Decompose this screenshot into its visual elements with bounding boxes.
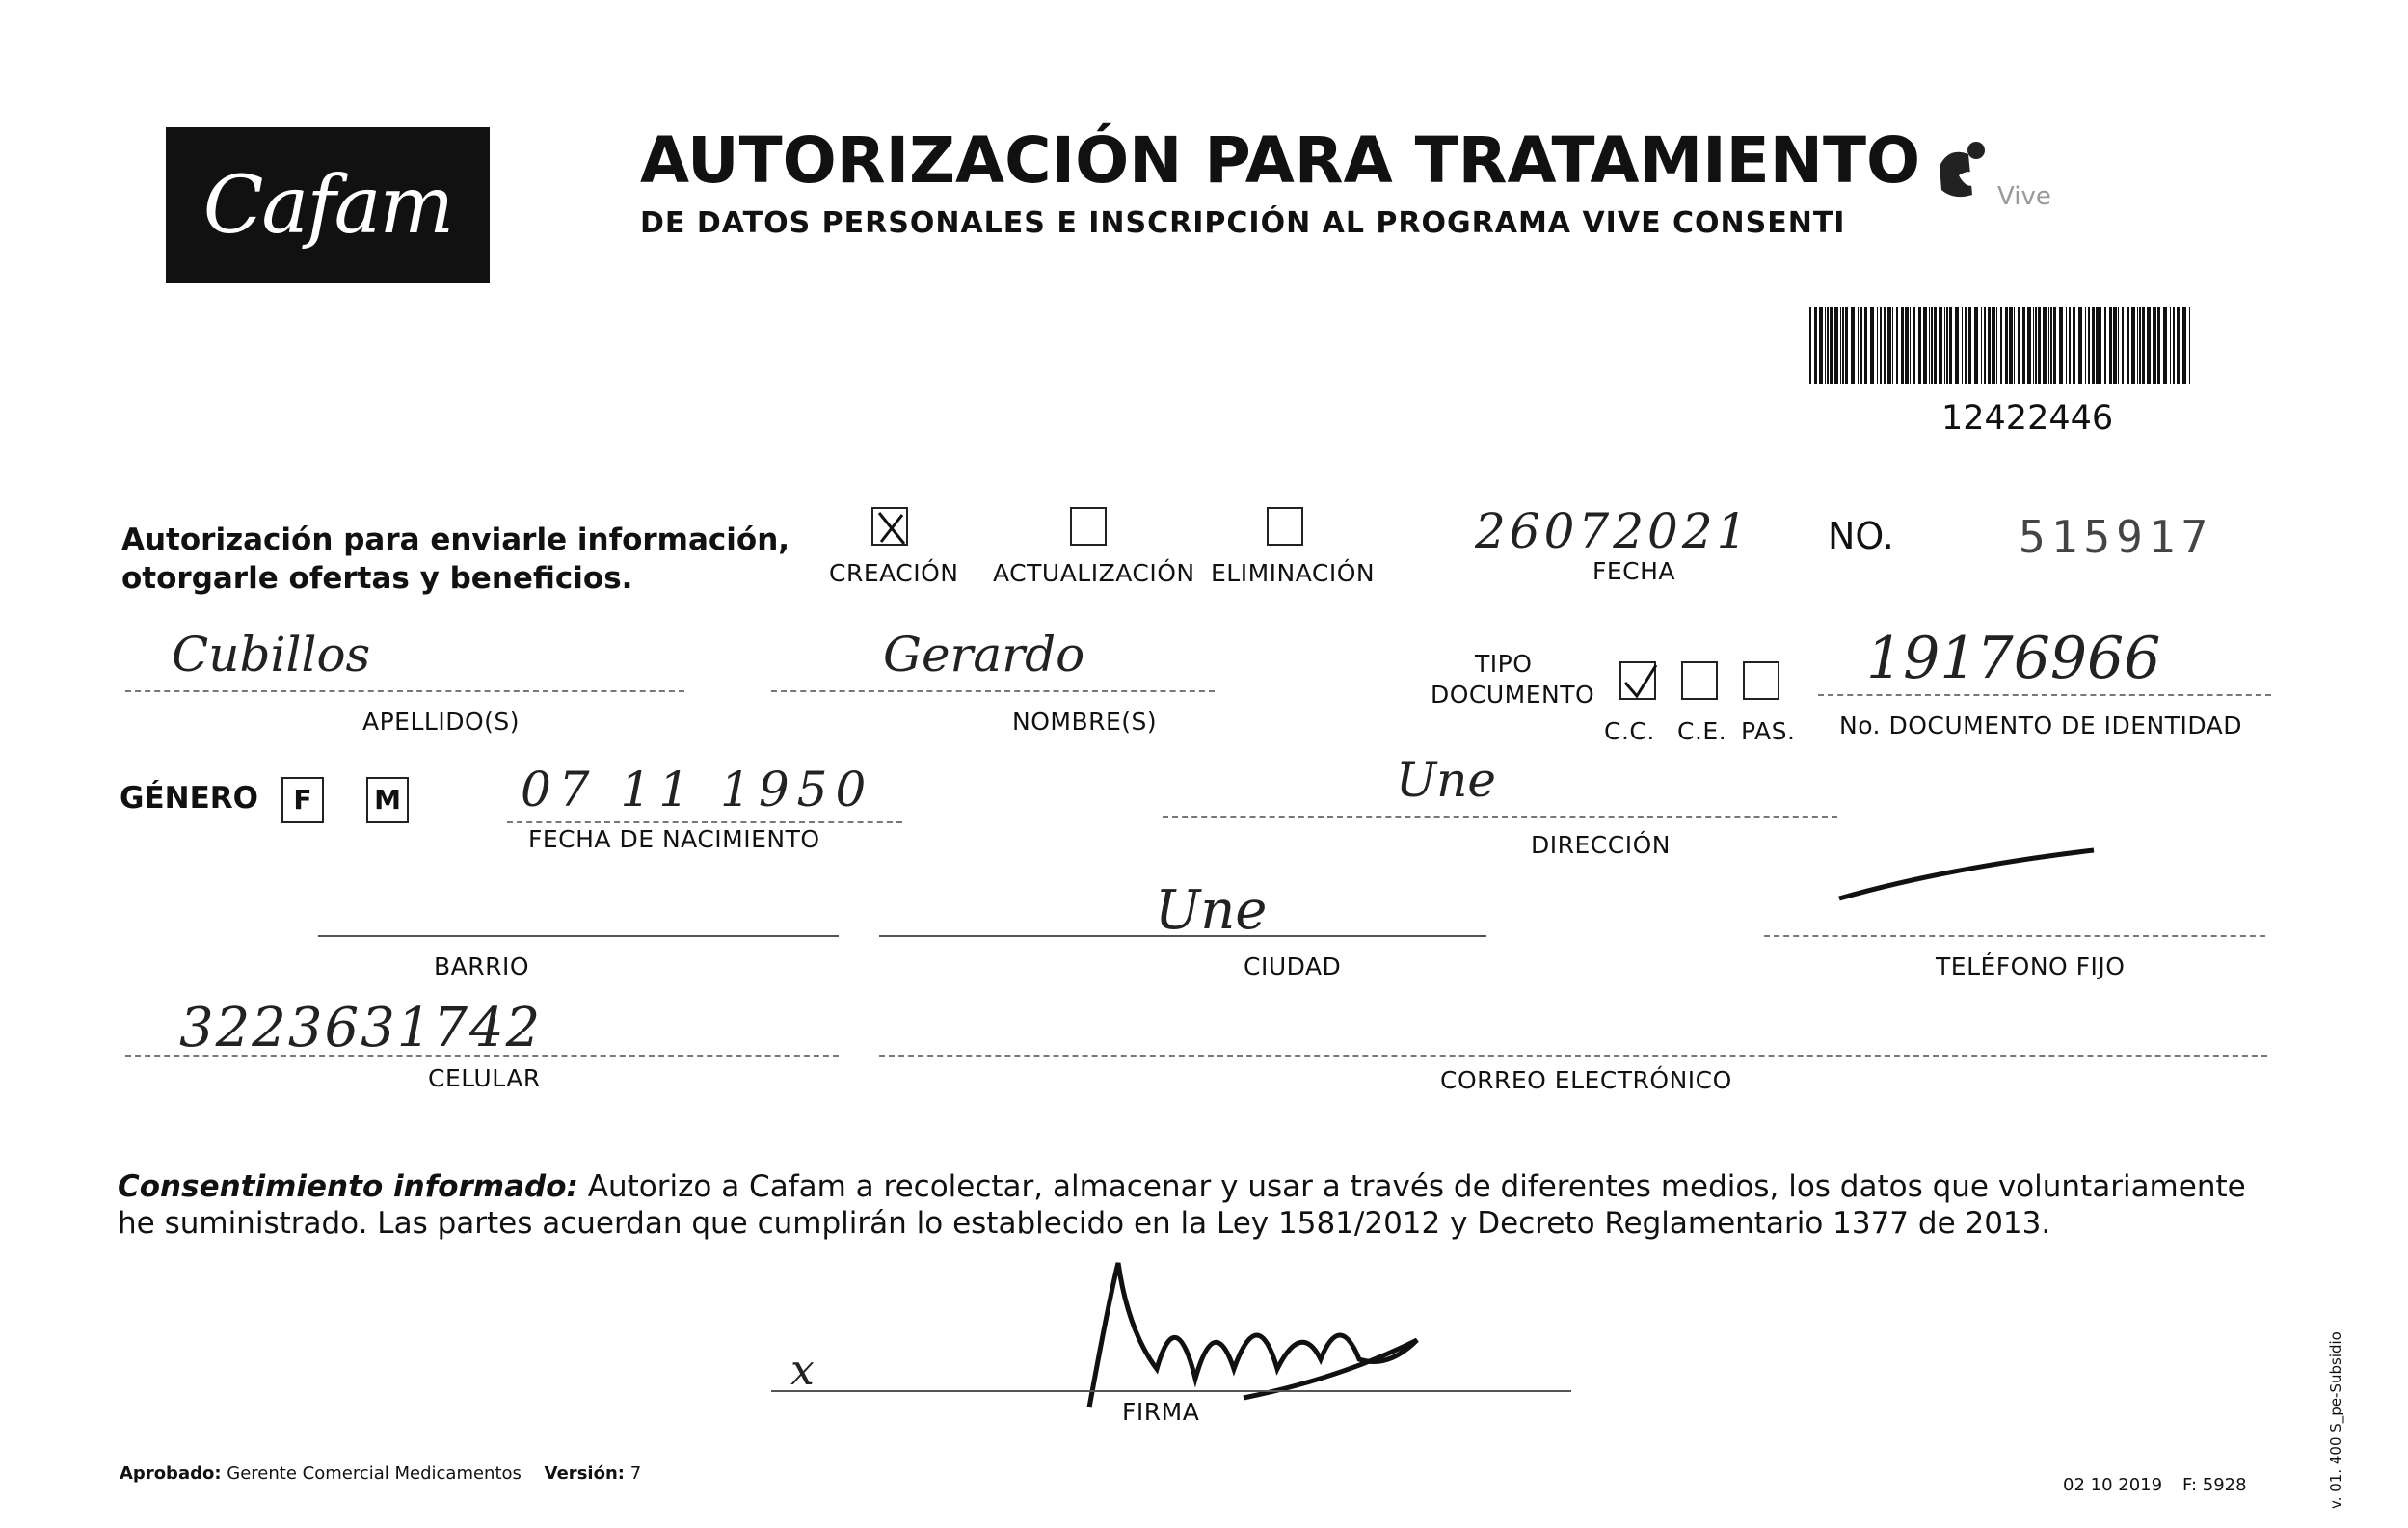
- barcode-bar: [1896, 307, 1898, 384]
- genero-label: GÉNERO: [120, 781, 258, 816]
- ce-checkbox[interactable]: [1681, 661, 1718, 700]
- barcode-bar: [1962, 307, 1963, 384]
- signature-label: FIRMA: [1122, 1398, 1200, 1426]
- barcode-bar: [1944, 307, 1945, 384]
- barcode-bar: [1968, 307, 1971, 384]
- consent-paragraph: [118, 1168, 2252, 1242]
- barcode-bar: [2092, 307, 2095, 384]
- barcode-bar: [2069, 307, 2071, 384]
- barcode-bar: [1949, 307, 1952, 384]
- barcode-bar: [2088, 307, 2090, 384]
- barcode-bar: [2100, 307, 2101, 384]
- tipo-documento-label-2: DOCUMENTO: [1431, 681, 1595, 709]
- barcode-bar: [1910, 307, 1911, 384]
- barcode-bar: [2147, 307, 2151, 384]
- documento-label: No. DOCUMENTO DE IDENTIDAD: [1839, 711, 2243, 739]
- barcode-bar: [2027, 307, 2031, 384]
- barcode-bar: [2014, 307, 2015, 384]
- barcode-bar: [2078, 307, 2082, 384]
- fecha-label: FECHA: [1592, 557, 1676, 585]
- barcode-bar: [2127, 307, 2129, 384]
- celular-line: [125, 1055, 839, 1057]
- genero-m-checkbox[interactable]: M: [366, 777, 409, 823]
- barcode-bar: [2043, 307, 2047, 384]
- barcode-bar: [2142, 307, 2145, 384]
- direccion-value[interactable]: Une: [1396, 752, 1496, 808]
- barcode-bar: [2000, 307, 2002, 384]
- barcode-bar: [1809, 307, 1811, 384]
- tipo-documento-label-1: TIPO: [1475, 650, 1533, 678]
- celular-label: CELULAR: [428, 1064, 541, 1092]
- consent-text: Autorizo a Cafam a recolectar, almacenar y usar a través de diferentes medios, los datos que voluntariamente he suministrado. Las partes acuerdan que cumplirán lo establecido en la Ley 1581/2012 y Decreto Reglamentario 1377 de 2013.: [118, 1169, 2246, 1241]
- barcode-bar: [2109, 307, 2112, 384]
- ce-label: C.E.: [1677, 717, 1727, 745]
- form-title: AUTORIZACIÓN PARA TRATAMIENTO: [640, 123, 1921, 198]
- fecha-nacimiento-value[interactable]: 07 11 1950: [521, 762, 874, 818]
- barcode-bar: [2122, 307, 2124, 384]
- intro-line-2: otorgarle ofertas y beneficios.: [121, 561, 633, 596]
- svg-text:Vive: Vive: [1997, 182, 2051, 211]
- signature-line: [771, 1390, 1571, 1392]
- barcode-bar: [1931, 307, 1933, 384]
- apellidos-line: [125, 690, 684, 692]
- barcode-bar: [1996, 307, 1997, 384]
- barcode-icon: [1806, 307, 2197, 384]
- barcode-bar: [1929, 307, 1930, 384]
- barcode-bar: [2035, 307, 2037, 384]
- signature-scribble: [1051, 1244, 1436, 1427]
- barcode-bar: [2005, 307, 2008, 384]
- barcode-bar: [2038, 307, 2041, 384]
- cafam-logo: Cafam: [166, 127, 490, 283]
- correo-line: [879, 1055, 2267, 1057]
- barcode-bar: [2009, 307, 2013, 384]
- barcode-bar: [1946, 307, 1948, 384]
- no-value: 515917: [2019, 511, 2214, 563]
- barcode-bar: [2177, 307, 2180, 384]
- barcode-bar: [1877, 307, 1878, 384]
- cc-label: C.C.: [1604, 717, 1655, 745]
- barcode-bar: [2073, 307, 2075, 384]
- genero-f-checkbox[interactable]: F: [281, 777, 324, 823]
- eliminacion-label: ELIMINACIÓN: [1211, 559, 1376, 587]
- direccion-label: DIRECCIÓN: [1531, 831, 1671, 859]
- direccion-line: [1163, 816, 1837, 818]
- barcode-bar: [1913, 307, 1915, 384]
- correo-label: CORREO ELECTRÓNICO: [1440, 1066, 1732, 1094]
- barcode-bar: [1842, 307, 1844, 384]
- documento-line: [1818, 694, 2271, 696]
- barcode-bar: [1892, 307, 1893, 384]
- telefono-line: [1764, 935, 2265, 937]
- barcode-bar: [1860, 307, 1862, 384]
- creacion-label: CREACIÓN: [829, 559, 959, 587]
- barcode-bar: [2157, 307, 2160, 384]
- barcode-bar: [2022, 307, 2025, 384]
- vive-logo-icon: [1930, 137, 2113, 214]
- barcode-bar: [1992, 307, 1995, 384]
- version-label: Versión:: [544, 1463, 625, 1484]
- barcode-bar: [1870, 307, 1874, 384]
- ciudad-line: [879, 935, 1486, 937]
- barcode-bar: [2170, 307, 2171, 384]
- intro-text: [121, 521, 789, 598]
- barcode-number: 12422446: [1941, 399, 2114, 438]
- fecha-nacimiento-line: [507, 821, 902, 823]
- barcode-bar: [1988, 307, 1991, 384]
- consent-heading: Consentimiento informado:: [118, 1169, 578, 1204]
- apellidos-value[interactable]: Cubillos: [172, 627, 371, 683]
- version-value: 7: [629, 1463, 642, 1484]
- barcode-bar: [2050, 307, 2052, 384]
- barcode-bar: [1934, 307, 1937, 384]
- no-label: NO.: [1828, 515, 1894, 557]
- barcode-bar: [1858, 307, 1859, 384]
- barcode-bar: [1974, 307, 1978, 384]
- barcode-bar: [2137, 307, 2138, 384]
- barcode-bar: [1814, 307, 1817, 384]
- checkmark-icon: [873, 509, 910, 548]
- celular-value[interactable]: 3223631742: [179, 997, 543, 1059]
- barcode-bar: [2053, 307, 2056, 384]
- barcode-bar: [1955, 307, 1959, 384]
- barrio-label: BARRIO: [434, 952, 530, 980]
- nombres-value[interactable]: Gerardo: [883, 627, 1085, 683]
- barcode-bar: [2189, 307, 2190, 384]
- fecha-nacimiento-label: FECHA DE NACIMIENTO: [528, 825, 820, 853]
- barcode-bar: [2018, 307, 2020, 384]
- barcode-bar: [1851, 307, 1855, 384]
- cc-checkbox[interactable]: [1619, 661, 1656, 700]
- checkmark-icon: [1621, 663, 1658, 702]
- fecha-value[interactable]: 26072021: [1475, 503, 1752, 559]
- apellidos-label: APELLIDO(S): [362, 708, 521, 736]
- barcode-bar: [2104, 307, 2106, 384]
- barcode-bar: [2085, 307, 2086, 384]
- pas-label: PAS.: [1741, 717, 1796, 745]
- barcode-bar: [2066, 307, 2067, 384]
- barcode-bar: [1887, 307, 1891, 384]
- barcode-bar: [2131, 307, 2135, 384]
- barcode-bar: [1965, 307, 1967, 384]
- barcode-bar: [1840, 307, 1841, 384]
- actualizacion-label: ACTUALIZACIÓN: [993, 559, 1195, 587]
- barcode-bar: [2182, 307, 2186, 384]
- pas-checkbox[interactable]: [1743, 661, 1779, 700]
- barcode-bar: [2163, 307, 2167, 384]
- barrio-line: [318, 935, 839, 937]
- intro-line-1: Autorización para enviarle información,: [121, 523, 790, 557]
- aprobado-label: Aprobado:: [120, 1463, 222, 1484]
- barcode-bar: [1984, 307, 1986, 384]
- footer-date-code: 02 10 2019: [2063, 1475, 2163, 1495]
- barcode-bar: [1901, 307, 1904, 384]
- nombres-line: [771, 690, 1215, 692]
- barcode-bar: [1827, 307, 1829, 384]
- barcode-bar: [1864, 307, 1867, 384]
- documento-value[interactable]: 19176966: [1866, 625, 2161, 692]
- barcode-bar: [2059, 307, 2063, 384]
- barcode-bar: [1981, 307, 1982, 384]
- barcode-bar: [2113, 307, 2117, 384]
- ciudad-label: CIUDAD: [1244, 952, 1342, 980]
- barcode-bar: [1923, 307, 1927, 384]
- signature-x-mark: x: [790, 1346, 815, 1395]
- eliminacion-checkbox[interactable]: [1267, 507, 1303, 546]
- side-code: v. 01. 400 S_pe-Subsidio: [2327, 1331, 2344, 1509]
- barcode-bar: [1884, 307, 1886, 384]
- barcode-bar: [2118, 307, 2119, 384]
- barcode-bar: [2154, 307, 2156, 384]
- actualizacion-checkbox[interactable]: [1070, 507, 1107, 546]
- barcode-bar: [1845, 307, 1848, 384]
- nombres-label: NOMBRE(S): [1012, 708, 1158, 736]
- footer-form-code: F: 5928: [2182, 1475, 2247, 1495]
- creacion-checkbox[interactable]: [871, 507, 908, 546]
- barcode-bar: [2096, 307, 2100, 384]
- barcode-bar: [2173, 307, 2175, 384]
- barcode-bar: [1825, 307, 1826, 384]
- aprobado-value: Gerente Comercial Medicamentos: [227, 1463, 522, 1484]
- barcode-bar: [1939, 307, 1942, 384]
- barcode-bar: [1880, 307, 1882, 384]
- barcode-bar: [1905, 307, 1909, 384]
- barcode-bar: [2033, 307, 2034, 384]
- barcode-bar: [2048, 307, 2049, 384]
- barcode-bar: [1834, 307, 1838, 384]
- barcode-bar: [2139, 307, 2141, 384]
- telefono-label: TELÉFONO FIJO: [1936, 952, 2126, 980]
- barcode-bar: [1819, 307, 1823, 384]
- form-subtitle: DE DATOS PERSONALES E INSCRIPCIÓN AL PROGRAMA VIVE CONSENTI: [640, 206, 1846, 240]
- footer-approval: [120, 1463, 641, 1484]
- barcode-bar: [1830, 307, 1833, 384]
- barcode-bar: [1918, 307, 1921, 384]
- barcode-bar: [2153, 307, 2154, 384]
- ciudad-value[interactable]: Une: [1155, 879, 1268, 942]
- telefono-strike-mark: [1832, 839, 2101, 906]
